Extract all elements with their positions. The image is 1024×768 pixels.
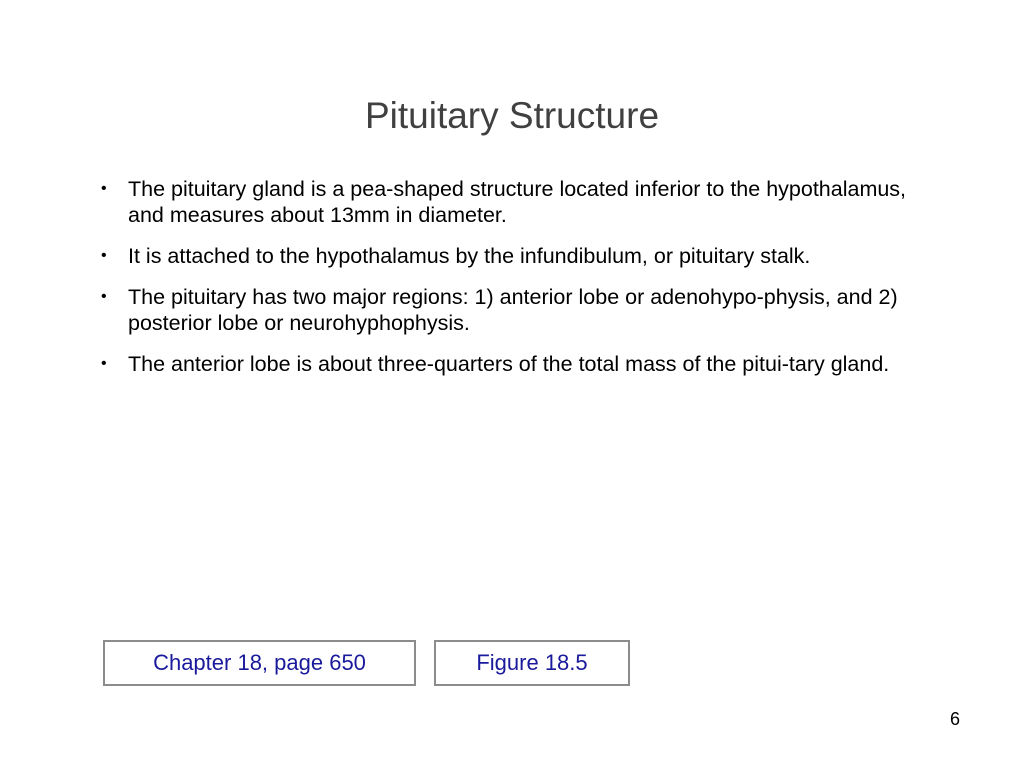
- figure-link-label: Figure 18.5: [476, 650, 588, 675]
- bullet-text: It is attached to the hypothalamus by the infundibulum, or pituitary stalk.: [128, 244, 811, 268]
- bullet-item: [98, 351, 928, 377]
- bullet-item: [98, 176, 928, 228]
- slide-title: Pituitary Structure: [364, 95, 660, 136]
- bullet-item: [98, 243, 928, 269]
- figure-link-button[interactable]: [434, 640, 630, 686]
- bullet-marker: •: [101, 247, 107, 264]
- bullet-item: [98, 284, 928, 336]
- bullet-text: The pituitary has two major regions: 1) anterior lobe or adenohypo-physis, and 2) posterior lobe or neurohyphophysis.: [128, 285, 898, 335]
- bullet-list: [98, 176, 928, 392]
- chapter-link-button[interactable]: [103, 640, 416, 686]
- bullet-marker: •: [101, 288, 107, 305]
- chapter-link-label: Chapter 18, page 650: [153, 650, 366, 675]
- bullet-text: The anterior lobe is about three-quarters of the total mass of the pitui-tary gland.: [128, 352, 890, 376]
- bullet-marker: •: [101, 355, 107, 372]
- bullet-text: The pituitary gland is a pea-shaped structure located inferior to the hypothalamus, and measures about 13mm in diameter.: [128, 177, 907, 227]
- bullet-marker: •: [101, 180, 107, 197]
- page-number: 6: [949, 709, 960, 729]
